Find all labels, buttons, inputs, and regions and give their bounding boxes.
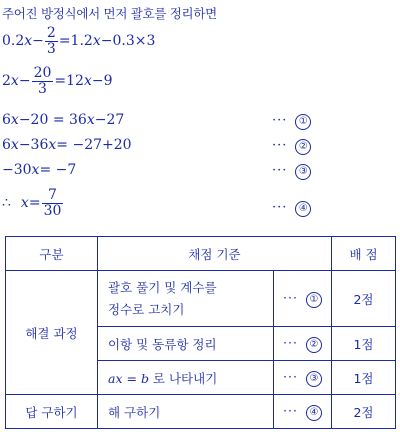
circled-1: ① — [295, 114, 311, 130]
eq2-tail: −9 — [91, 73, 113, 90]
table-row — [6, 395, 396, 429]
circled-3: ③ — [306, 371, 322, 387]
category-answer: 답 구하기 — [6, 395, 98, 429]
eq3-left: 6 — [2, 112, 11, 128]
eq2-fraction — [32, 66, 54, 96]
equation-4 — [2, 137, 132, 153]
circled-2: ② — [306, 337, 322, 353]
mark-cell — [274, 327, 332, 361]
equation-6 — [2, 188, 64, 218]
criteria-line2: 정수로 고치기 — [108, 301, 185, 317]
eq1-var2: x — [92, 33, 101, 50]
mark-dots: ··· — [283, 368, 298, 384]
table-row — [6, 271, 396, 327]
eq1-numerator: 2 — [46, 25, 56, 41]
header-score: 배 점 — [332, 237, 396, 271]
eq2-coef: 2 — [2, 73, 11, 90]
score-cell: 2점 — [332, 271, 396, 327]
eq2-denominator: 3 — [38, 80, 47, 97]
circled-4: ④ — [306, 405, 322, 421]
equation-1 — [2, 26, 155, 56]
score-cell: 2점 — [332, 395, 396, 429]
header-criteria: 채점 기준 — [98, 237, 332, 271]
tag-dots: ··· — [272, 200, 288, 215]
tag-dots: ··· — [272, 138, 288, 153]
mark-cell — [274, 361, 332, 395]
eq2-minus: − — [18, 73, 31, 90]
eq2-numerator: 20 — [33, 65, 52, 81]
ax-term: ax — [108, 370, 123, 386]
eq5-var: x — [31, 162, 40, 178]
equation-5 — [2, 162, 76, 178]
circled-4: ④ — [295, 201, 311, 217]
eq3-var: x — [10, 112, 19, 128]
b-term: b — [140, 370, 149, 386]
category-process: 해결 과정 — [6, 271, 98, 395]
equation-3 — [2, 112, 124, 128]
eq6-denominator: 30 — [43, 202, 62, 219]
score-cell: 1점 — [332, 361, 396, 395]
tag-1 — [272, 113, 311, 130]
grading-table — [5, 236, 396, 429]
eq4-var: x — [10, 137, 19, 153]
header-category: 구분 — [6, 237, 98, 271]
eq1-rhs: =1.2 — [58, 33, 93, 50]
eq6-var: x — [20, 195, 29, 212]
tag-2 — [272, 138, 311, 155]
circled-1: ① — [306, 292, 322, 308]
eq4-mid: −36 — [18, 137, 49, 153]
eq3-mid: −20 = 36 — [18, 112, 87, 128]
eq1-var: x — [24, 33, 33, 50]
criteria-cell — [98, 271, 274, 327]
therefore-symbol: ∴ — [2, 195, 11, 212]
eq3-var2: x — [86, 112, 95, 128]
tag-dots: ··· — [272, 113, 288, 128]
eq1-coef: 0.2 — [2, 33, 25, 50]
tag-dots: ··· — [272, 163, 288, 178]
eq1-tail: −0.3×3 — [100, 33, 156, 50]
eq1-denominator: 3 — [46, 40, 56, 57]
eq5-tail: = −7 — [39, 162, 77, 178]
criteria-cell: 이항 및 동류항 정리 — [98, 327, 274, 361]
eq2-var2: x — [83, 73, 92, 90]
equals: = — [122, 370, 141, 386]
mark-cell — [274, 395, 332, 429]
tag-4 — [272, 200, 311, 217]
eq6-numerator: 7 — [48, 187, 57, 203]
score-cell: 1점 — [332, 327, 396, 361]
criteria-line1: 괄호 풀기 및 계수를 — [108, 280, 217, 296]
mark-dots: ··· — [283, 289, 298, 305]
intro-text: 주어진 방정식에서 먼저 괄호를 정리하면 — [2, 6, 217, 21]
eq4-var2: x — [48, 137, 57, 153]
eq4-tail: = −27+20 — [56, 137, 132, 153]
circled-3: ③ — [295, 164, 311, 180]
eq5-left: −30 — [2, 162, 32, 178]
circled-2: ② — [295, 139, 311, 155]
equation-2 — [2, 66, 112, 96]
criteria-text: 로 나타내기 — [148, 370, 218, 386]
mark-dots: ··· — [283, 334, 298, 350]
eq2-var: x — [10, 73, 19, 90]
criteria-cell: 해 구하기 — [98, 395, 274, 429]
criteria-cell — [98, 361, 274, 395]
mark-cell — [274, 271, 332, 327]
eq3-tail: −27 — [94, 112, 125, 128]
table-header-row — [6, 237, 396, 271]
tag-3 — [272, 163, 311, 180]
eq6-fraction — [42, 188, 64, 218]
eq1-fraction — [45, 26, 58, 56]
eq4-left: 6 — [2, 137, 11, 153]
eq6-equals: = — [28, 195, 41, 212]
eq2-rhs: =12 — [54, 73, 84, 90]
mark-dots: ··· — [283, 402, 298, 418]
eq1-minus: − — [32, 33, 44, 50]
